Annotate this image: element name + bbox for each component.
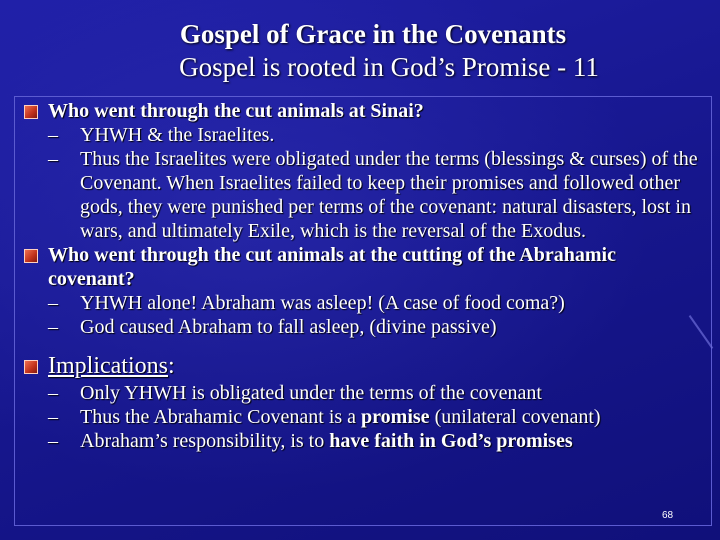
title-line-2: Gospel is rooted in God’s Promise - 11 <box>179 52 599 82</box>
sub-bullet-text: Only YHWH is obligated under the terms of the covenant <box>80 382 542 404</box>
square-bullet-icon <box>24 105 38 119</box>
sub-bullet-text: YHWH & the Israelites. <box>80 124 275 146</box>
implications-colon: : <box>167 353 175 379</box>
sub-bullet-text: YHWH alone! Abraham was asleep! (A case of food coma?) <box>80 292 565 314</box>
sub-bullet-3-1 <box>22 381 702 405</box>
dash-icon: – <box>48 406 58 428</box>
sub-bullet-3-3 <box>22 429 702 453</box>
dash-icon: – <box>48 316 58 338</box>
slide-title <box>0 18 720 84</box>
dash-icon: – <box>48 430 58 452</box>
title-line-1: Gospel of Grace in the Covenants <box>179 19 567 49</box>
square-bullet-icon <box>24 249 38 263</box>
sub-bullet-3-2 <box>22 405 702 429</box>
sub-bullet-1-1 <box>22 123 702 147</box>
bullet-2 <box>22 243 702 291</box>
bullet-1-text: Who went through the cut animals at Sinai? <box>48 100 424 122</box>
dash-icon: – <box>48 124 58 146</box>
bullet-3 <box>22 351 702 381</box>
sub-bullet-2-1 <box>22 291 702 315</box>
dash-icon: – <box>48 292 58 314</box>
square-bullet-icon <box>24 360 38 374</box>
dash-icon: – <box>48 148 58 170</box>
sub-bullet-text-before: Abraham’s responsibility, is to <box>80 430 330 452</box>
sub-bullet-text-before: Thus the Abrahamic Covenant is a <box>80 406 362 428</box>
implications-heading: Implications <box>48 353 168 379</box>
sub-bullet-text: Thus the Israelites were obligated under the terms (blessings & curses) of the Covenant. When Israelites failed to keep their promises and followed other gods, they were punished per terms of the covenant: natural disasters, lost in wars, and ultimately Exile, which is the reversal of the Exodus. <box>80 148 698 242</box>
dash-icon: – <box>48 382 58 404</box>
slide-body <box>22 99 702 540</box>
bullet-2-text: Who went through the cut animals at the cutting of the Abrahamic covenant? <box>48 244 616 290</box>
sub-bullet-text: God caused Abraham to fall asleep, (divine passive) <box>80 316 497 338</box>
bullet-1 <box>22 99 702 123</box>
sub-bullet-1-2 <box>22 147 702 243</box>
faith-emphasis: have faith in God’s promises <box>329 430 573 452</box>
sub-bullet-2-2 <box>22 315 702 339</box>
promise-emphasis: promise <box>361 406 430 428</box>
sub-bullet-text-after: (unilateral covenant) <box>429 406 601 428</box>
page-number: 68 <box>662 510 674 521</box>
